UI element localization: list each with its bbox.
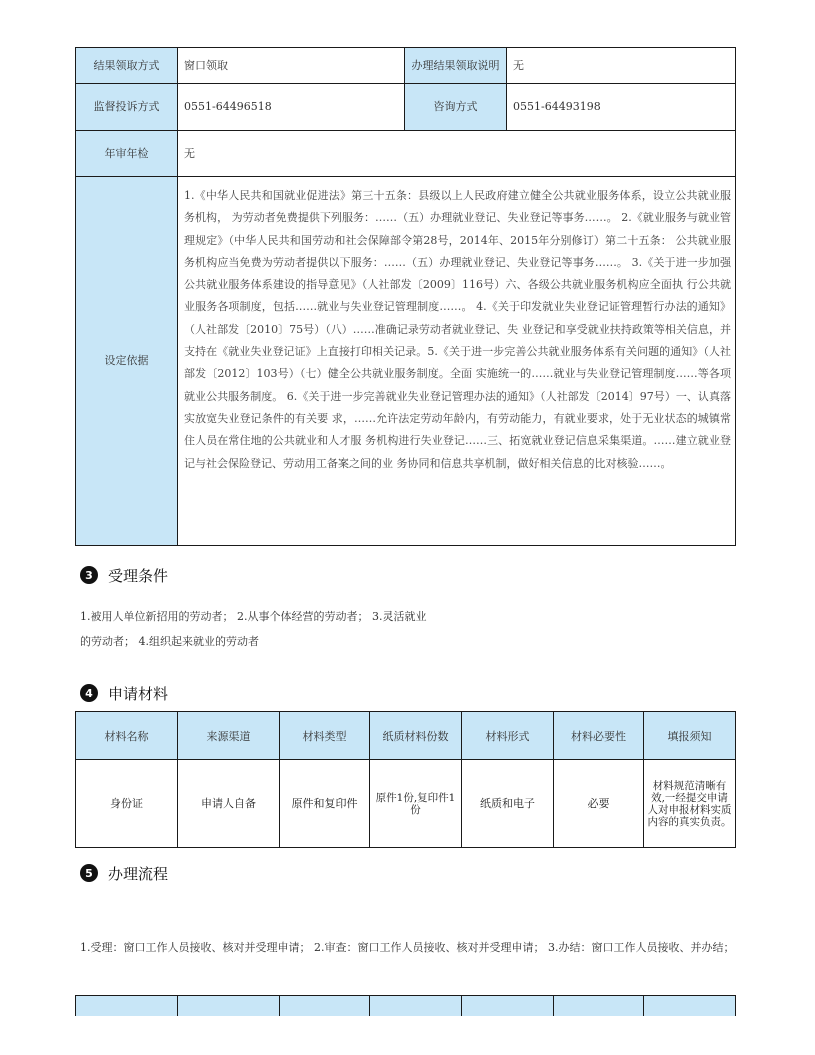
table-cell — [178, 996, 280, 1017]
cell-notes: 材料规范清晰有效,一经提交申请人对申报材料实质内容的真实负责。 — [644, 760, 736, 848]
header-notes: 填报须知 — [644, 712, 736, 760]
annual-review-value: 无 — [178, 131, 736, 177]
result-pickup-label: 结果领取方式 — [76, 48, 178, 84]
cell-form: 纸质和电子 — [462, 760, 554, 848]
consult-label: 咨询方式 — [405, 84, 507, 131]
basis-text: 1.《中华人民共和国就业促进法》第三十五条：县级以上人民政府建立健全公共就业服务体系，设立公共就业服务机构， 为劳动者免费提供下列服务：……（五）办理就业登记、失业登记等事务……。 2.《就业服务与就业管理规定》（中华人民共和国劳动和社会保障部令第28号，2014年、2015年分别修订）第二十五条： 公共就业服务机构应当免费为劳动者提供以下服务：……（五）办理就业登记、失业登记等事务……。 3.《关于进一步加强公共就业服务体系建设的指导意见》（人社部发〔2009〕116号）六、各级公共就业服务机构应全面执 行公共就业服务各项制度，包括……就业与失业登记管理制度……。 4.《关于印发就业失业登记证管理暂行办法的通知》（人社部发〔2010〕75号）（八）……准确记录劳动者就业登记、失 业登记和享受就业扶持政策等相关信息，并支持在《就业失业登记证》上直接打印相关记录。5.《关于进一步完善公共就业服务体系有关问题的通知》（人社部发〔2012〕103号）（七）健全公共就业服务制度。全面 实施统一的……就业与失业登记管理制度……等各项就业公共服务制度。 6.《关于进一步完善就业失业登记管理办法的通知》（人社部发〔2014〕97号）一、认真落实放宽失业登记条件的有关要 求，……允许法定劳动年龄内，有劳动能力，有就业要求，处于无业状态的城镇常住人员在常住地的公共就业和人才服 务机构进行失业登记……三、拓宽就业登记信息采集渠道。……建立就业登记与社会保险登记、劳动用工备案之间的业 务协同和信息共享机制，做好相关信息的比对核验……。 — [178, 177, 736, 546]
table-cell — [462, 996, 554, 1017]
result-pickup-value: 窗口领取 — [178, 48, 405, 84]
table-row — [76, 84, 736, 131]
cell-type: 原件和复印件 — [280, 760, 370, 848]
number-badge: 3 — [80, 566, 98, 584]
section-title: 办理流程 — [108, 864, 169, 883]
acceptance-line-2: 的劳动者； 4.组织起来就业的劳动者 — [80, 635, 259, 648]
table-row — [76, 760, 736, 848]
table-cell — [554, 996, 644, 1017]
table-header-row — [76, 996, 736, 1017]
acceptance-line-1: 1.被用人单位新招用的劳动者； 2.从事个体经营的劳动者； 3.灵活就业 — [80, 610, 427, 623]
info-table — [75, 47, 736, 546]
process-text: 1.受理：窗口工作人员接收、核对并受理申请； 2.审查：窗口工作人员接收、核对并受理申请； 3.办结：窗口工作人员接收、并办结； — [80, 941, 735, 954]
number-badge: 4 — [80, 684, 98, 702]
process-table — [75, 995, 736, 1016]
table-cell — [76, 996, 178, 1017]
header-necessity: 材料必要性 — [554, 712, 644, 760]
section-5-heading — [80, 863, 168, 883]
header-type: 材料类型 — [280, 712, 370, 760]
header-paper-copies: 纸质材料份数 — [370, 712, 462, 760]
complaint-label: 监督投诉方式 — [76, 84, 178, 131]
cell-necessity: 必要 — [554, 760, 644, 848]
annual-review-label: 年审年检 — [76, 131, 178, 177]
section-3-heading — [80, 565, 168, 585]
table-cell — [644, 996, 736, 1017]
section-4-heading — [80, 683, 168, 703]
table-cell — [280, 996, 370, 1017]
materials-table — [75, 711, 736, 848]
section-title: 受理条件 — [108, 566, 169, 585]
table-header-row — [76, 712, 736, 760]
result-note-value: 无 — [507, 48, 736, 84]
header-material-name: 材料名称 — [76, 712, 178, 760]
number-badge: 5 — [80, 864, 98, 882]
complaint-phone: 0551-64496518 — [178, 84, 405, 131]
header-form: 材料形式 — [462, 712, 554, 760]
cell-source: 申请人自备 — [178, 760, 280, 848]
cell-material-name: 身份证 — [76, 760, 178, 848]
table-row — [76, 177, 736, 546]
basis-label: 设定依据 — [76, 177, 178, 546]
result-note-label: 办理结果领取说明 — [405, 48, 507, 84]
header-source: 来源渠道 — [178, 712, 280, 760]
table-cell — [370, 996, 462, 1017]
section-title: 申请材料 — [108, 684, 169, 703]
table-row — [76, 48, 736, 84]
consult-phone: 0551-64493198 — [507, 84, 736, 131]
table-row — [76, 131, 736, 177]
cell-paper-copies: 原件1份,复印件1份 — [370, 760, 462, 848]
